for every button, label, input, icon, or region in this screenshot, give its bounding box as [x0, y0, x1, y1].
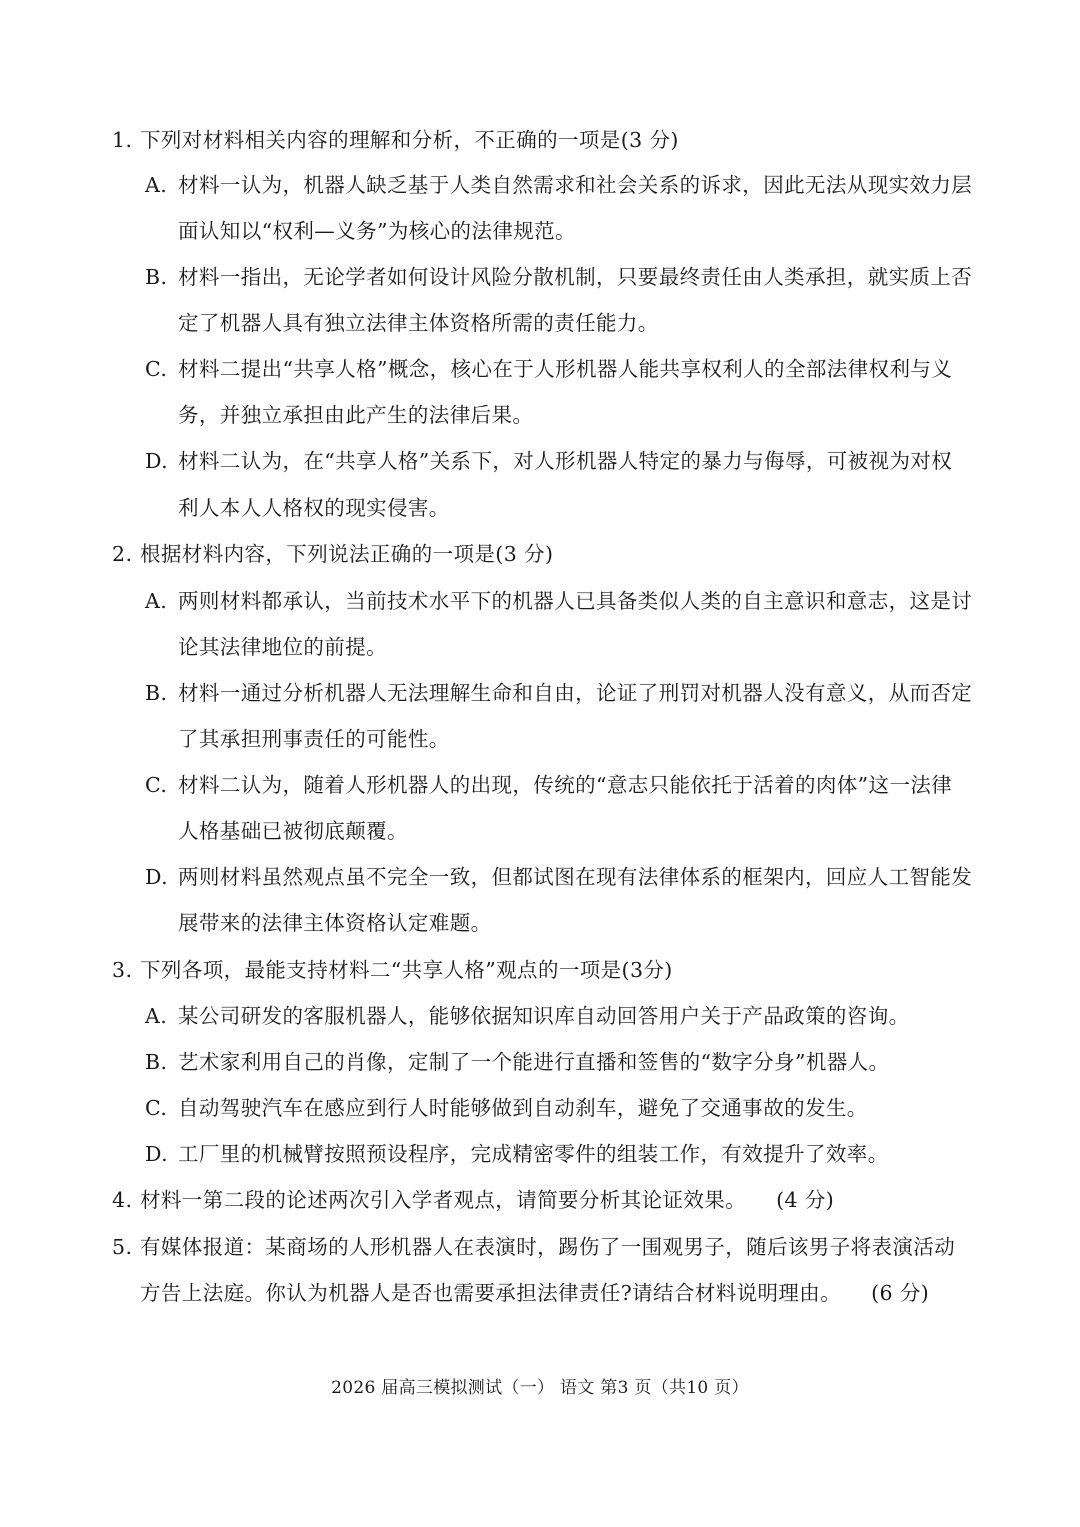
- option-text: 两则材料虽然观点虽不完全一致，但都试图在现有法律体系的框架内，回应人工智能发: [178, 865, 973, 889]
- question-number: 2.: [112, 542, 133, 566]
- question-1-option-d: [145, 447, 952, 475]
- question-1-stem: [112, 126, 679, 154]
- question-2-stem: [112, 540, 553, 568]
- option-letter: A.: [145, 589, 168, 613]
- question-2-option-d: [145, 863, 972, 891]
- question-3-option-a: [145, 1002, 910, 1030]
- question-5-stem: [112, 1233, 955, 1261]
- option-letter: C.: [145, 773, 168, 797]
- question-2-option-a-cont: 论其法律地位的前提。: [178, 635, 387, 659]
- page-footer: 2026 届高三模拟测试（一） 语文 第3 页（共10 页）: [331, 1378, 749, 1398]
- option-text: 材料一认为，机器人缺乏基于人类自然需求和社会关系的诉求，因此无法从现实效力层: [178, 173, 973, 197]
- option-text: 艺术家利用自己的肖像，定制了一个能进行直播和签售的“数字分身”机器人。: [178, 1050, 890, 1074]
- question-1-option-a-cont: 面认知以“权利—义务”为核心的法律规范。: [178, 219, 576, 243]
- question-1-option-b-cont: 定了机器人具有独立法律主体资格所需的责任能力。: [178, 311, 659, 335]
- option-letter: B.: [145, 681, 168, 705]
- option-letter: D.: [145, 449, 169, 473]
- option-text: 两则材料都承认，当前技术水平下的机器人已具备类似人类的自主意识和意志，这是讨: [178, 589, 973, 613]
- question-text: 有媒体报道：某商场的人形机器人在表演时，踢伤了一围观男子，随后该男子将表演活动: [140, 1235, 956, 1259]
- question-5-stem-cont: [140, 1279, 929, 1307]
- question-text: 材料一第二段的论述两次引入学者观点，请简要分析其论证效果。: [140, 1188, 747, 1212]
- option-text: 材料二认为，在“共享人格”关系下，对人形机器人特定的暴力与侮辱，可被视为对权: [178, 449, 953, 473]
- question-number: 5.: [112, 1235, 133, 1259]
- question-number: 4.: [112, 1188, 133, 1212]
- question-1-option-c-cont: 务，并独立承担由此产生的法律后果。: [178, 403, 534, 427]
- question-3-option-c: [145, 1094, 868, 1122]
- question-4-stem: [112, 1186, 834, 1214]
- question-number: 3.: [112, 958, 133, 982]
- score-label: (6 分): [871, 1281, 930, 1305]
- question-text-cont: 方告上法庭。你认为机器人是否也需要承担法律责任?请结合材料说明理由。: [140, 1281, 842, 1305]
- option-text: 工厂里的机械臂按照预设程序，完成精密零件的组装工作，有效提升了效率。: [178, 1142, 889, 1166]
- option-text: 某公司研发的客服机器人，能够依据知识库自动回答用户关于产品政策的咨询。: [178, 1004, 910, 1028]
- question-1-option-b: [145, 263, 972, 291]
- option-letter: B.: [145, 1050, 168, 1074]
- question-2-option-c: [145, 771, 952, 799]
- question-3-stem: [112, 956, 673, 984]
- option-text: 材料二认为，随着人形机器人的出现，传统的“意志只能依托于活着的肉体”这一法律: [178, 773, 953, 797]
- question-2-option-d-cont: 展带来的法律主体资格认定难题。: [178, 911, 492, 935]
- option-letter: D.: [145, 1142, 169, 1166]
- question-text: 根据材料内容，下列说法正确的一项是(3 分): [140, 542, 554, 566]
- question-text: 下列对材料相关内容的理解和分析，不正确的一项是(3 分): [140, 128, 679, 152]
- question-1-option-d-cont: 利人本人人格权的现实侵害。: [178, 496, 450, 520]
- question-2-option-b: [145, 679, 972, 707]
- question-2-option-a: [145, 587, 972, 615]
- question-number: 1.: [112, 128, 133, 152]
- question-3-option-d: [145, 1140, 889, 1168]
- option-letter: A.: [145, 173, 168, 197]
- question-text: 下列各项，最能支持材料二“共享人格”观点的一项是(3分): [140, 958, 673, 982]
- option-letter: B.: [145, 265, 168, 289]
- option-letter: D.: [145, 865, 169, 889]
- option-text: 材料二提出“共享人格”概念，核心在于人形机器人能共享权利人的全部法律权利与义: [178, 357, 953, 381]
- question-1-option-c: [145, 355, 952, 383]
- question-1-option-a: [145, 171, 972, 199]
- question-2-option-b-cont: 了其承担刑事责任的可能性。: [178, 727, 450, 751]
- score-label: (4 分): [776, 1188, 835, 1212]
- option-letter: C.: [145, 357, 168, 381]
- option-text: 材料一指出，无论学者如何设计风险分散机制，只要最终责任由人类承担，就实质上否: [178, 265, 973, 289]
- question-3-option-b: [145, 1048, 889, 1076]
- option-text: 自动驾驶汽车在感应到行人时能够做到自动刹车，避免了交通事故的发生。: [178, 1096, 868, 1120]
- option-letter: C.: [145, 1096, 168, 1120]
- question-2-option-c-cont: 人格基础已被彻底颠覆。: [178, 819, 408, 843]
- option-letter: A.: [145, 1004, 168, 1028]
- option-text: 材料一通过分析机器人无法理解生命和自由，论证了刑罚对机器人没有意义，从而否定: [178, 681, 973, 705]
